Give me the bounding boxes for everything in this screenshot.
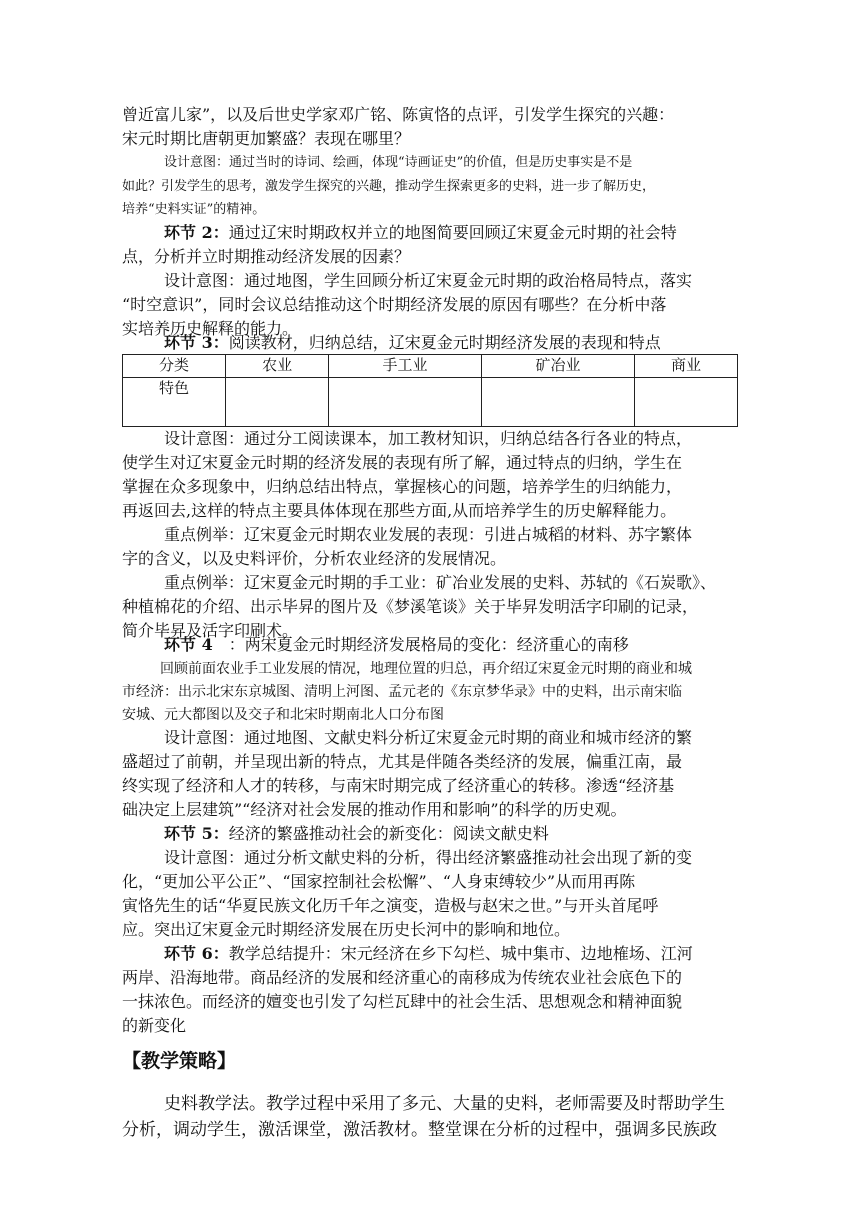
text-line: 设计意图：通过分析文献史料的分析，得出经济繁盛推动社会出现了新的变 [164, 848, 693, 867]
text-line: 寅恪先生的话“华夏民族文化历千年之演变，造极与赵宋之世。”与开头首尾呼 [122, 896, 659, 915]
text-line: 回顾前面农业手工业发展的情况，地理位置的归总，再介绍辽宋夏金元时期的商业和城 [160, 661, 692, 677]
text-line: 终实现了经济和人才的转移，与南宋时期完成了经济重心的转移。渗透“经济基 [122, 776, 675, 795]
segment-2-line [164, 222, 677, 244]
text-line: 一抹浓色。而经济的嬗变也引发了勾栏瓦肆中的社会生活、思想观念和精神面貌 [122, 992, 683, 1011]
table-header-cell: 农业 [226, 355, 329, 378]
text-line: 两岸、沿海地带。商品经济的发展和经济重心的南移成为传统农业社会底色下的 [122, 968, 683, 987]
table-cell [329, 378, 482, 427]
text-line: 点，分析并立时期推动经济发展的因素？ [122, 247, 411, 266]
text-line: 字的含义，以及史料评价，分析农业经济的发展情况。 [122, 549, 507, 568]
text-line: 设计意图：通过地图、文献史料分析辽宋夏金元时期的商业和城市经济的繁 [164, 728, 693, 747]
text-line: 再返回去,这样的特点主要具体体现在那些方面,从而培养学生的历史解释能力。 [122, 501, 677, 520]
text-line: 化，“更加公平公正”、“国家控制社会松懈”、“人身束缚较少”从而用再陈 [122, 872, 636, 891]
table-header-cell: 手工业 [329, 355, 482, 378]
text-line: 史料教学法。教学过程中采用了多元、大量的史料，老师需要及时帮助学生 [164, 1094, 725, 1114]
table-header-cell: 商业 [634, 355, 737, 378]
economy-features-table [122, 354, 738, 427]
text-line: 设计意图：通过分工阅读课本，加工教材知识，归纳总结各行各业的特点， [164, 429, 693, 448]
design-intent-line: 培养“史料实证”的精神。 [122, 202, 266, 217]
table-header-cell: 矿冶业 [482, 355, 635, 378]
text-line: 盛超过了前朝，并呈现出新的特点，尤其是伴随各类经济的发展，偏重江南，最 [122, 752, 683, 771]
table-header-cell: 分类 [123, 355, 226, 378]
text-line: 应。突出辽宋夏金元时期经济发展在历史长河中的影响和地位。 [122, 920, 571, 939]
segment-5-text: 经济的繁盛推动社会的新变化：阅读文献史料 [228, 824, 549, 843]
text-line: 种植棉花的介绍、出示毕昇的图片及《梦溪笔谈》关于毕昇发明活字印刷的记录， [122, 597, 699, 616]
text-line: 设计意图：通过地图，学生回顾分析辽宋夏金元时期的政治格局特点，落实 [164, 271, 693, 290]
text-line: 市经济：出示北宋东京城图、清明上河图、孟元老的《东京梦华录》中的史料，出示南宋临 [122, 684, 682, 700]
text-line: 曾近富儿家”，以及后世史学家邓广铭、陈寅恪的点评，引发学生探究的兴趣： [122, 105, 675, 124]
segment-3-text: 阅读教材，归纳总结，辽宋夏金元时期经济发展的表现和特点 [228, 333, 661, 352]
text-line: 础决定上层建筑”“经济对社会发展的推动作用和影响”的科学的历史观。 [122, 800, 627, 819]
segment-3-label: 环节 3： [164, 333, 229, 352]
text-line: 重点例举：辽宋夏金元时期农业发展的表现：引进占城稻的材料、苏字繁体 [164, 525, 693, 544]
table-cell [482, 378, 635, 427]
design-intent-line: 如此？引发学生的思考，激发学生探究的兴趣，推动学生探索更多的史料，进一步了解历史， [122, 179, 656, 194]
text-line: 宋元时期比唐朝更加繁盛？表现在哪里？ [122, 129, 411, 148]
table-row-label: 特色 [123, 378, 226, 427]
text-line: “时空意识”，同时会议总结推动这个时期经济发展的原因有哪些？在分析中落 [122, 295, 667, 314]
segment-4-text: ：两宋夏金元时期经济发展格局的变化：经济重心的南移 [228, 635, 629, 654]
text-line: 安城、元大都图以及交子和北宋时期南北人口分布图 [122, 707, 444, 723]
segment-6-line [164, 943, 693, 965]
text-line: 简介毕昇及活字印刷术。 [122, 621, 299, 640]
design-intent-line: 设计意图：通过当时的诗词、绘画，体现“诗画证史”的价值，但是历史事实是不是 [164, 155, 633, 170]
table-cell [226, 378, 329, 427]
text-line: 掌握在众多现象中，归纳总结出特点，掌握核心的问题，培养学生的归纳能力， [122, 477, 683, 496]
segment-4-label: 环节 4 [164, 635, 213, 654]
segment-5-line [164, 823, 549, 845]
segment-3-line [164, 332, 661, 354]
table-cell [634, 378, 737, 427]
text-line: 的新变化 [122, 1016, 187, 1035]
segment-5-label: 环节 5： [164, 824, 229, 843]
text-line: 实培养历史解释的能力。 [122, 319, 299, 338]
segment-2-label: 环节 2： [164, 223, 229, 242]
text-line: 使学生对辽宋夏金元时期的经济发展的表现有所了解，通过特点的归纳，学生在 [122, 453, 683, 472]
segment-6-text: 教学总结提升：宋元经济在乡下勾栏、城中集市、边地榷场、江河 [228, 944, 693, 963]
strategy-heading: 【教学策略】 [122, 1050, 237, 1072]
text-line: 分析，调动学生，激活课堂，激活教材。整堂课在分析的过程中，强调多民族政 [122, 1120, 717, 1140]
segment-2-text: 通过辽宋时期政权并立的地图简要回顾辽宋夏金元时期的社会特 [228, 223, 677, 242]
segment-6-label: 环节 6： [164, 944, 229, 963]
text-line: 重点例举：辽宋夏金元时期的手工业：矿冶业发展的史料、苏轼的《石炭歌》、 [164, 573, 717, 592]
segment-4-line [164, 634, 629, 656]
